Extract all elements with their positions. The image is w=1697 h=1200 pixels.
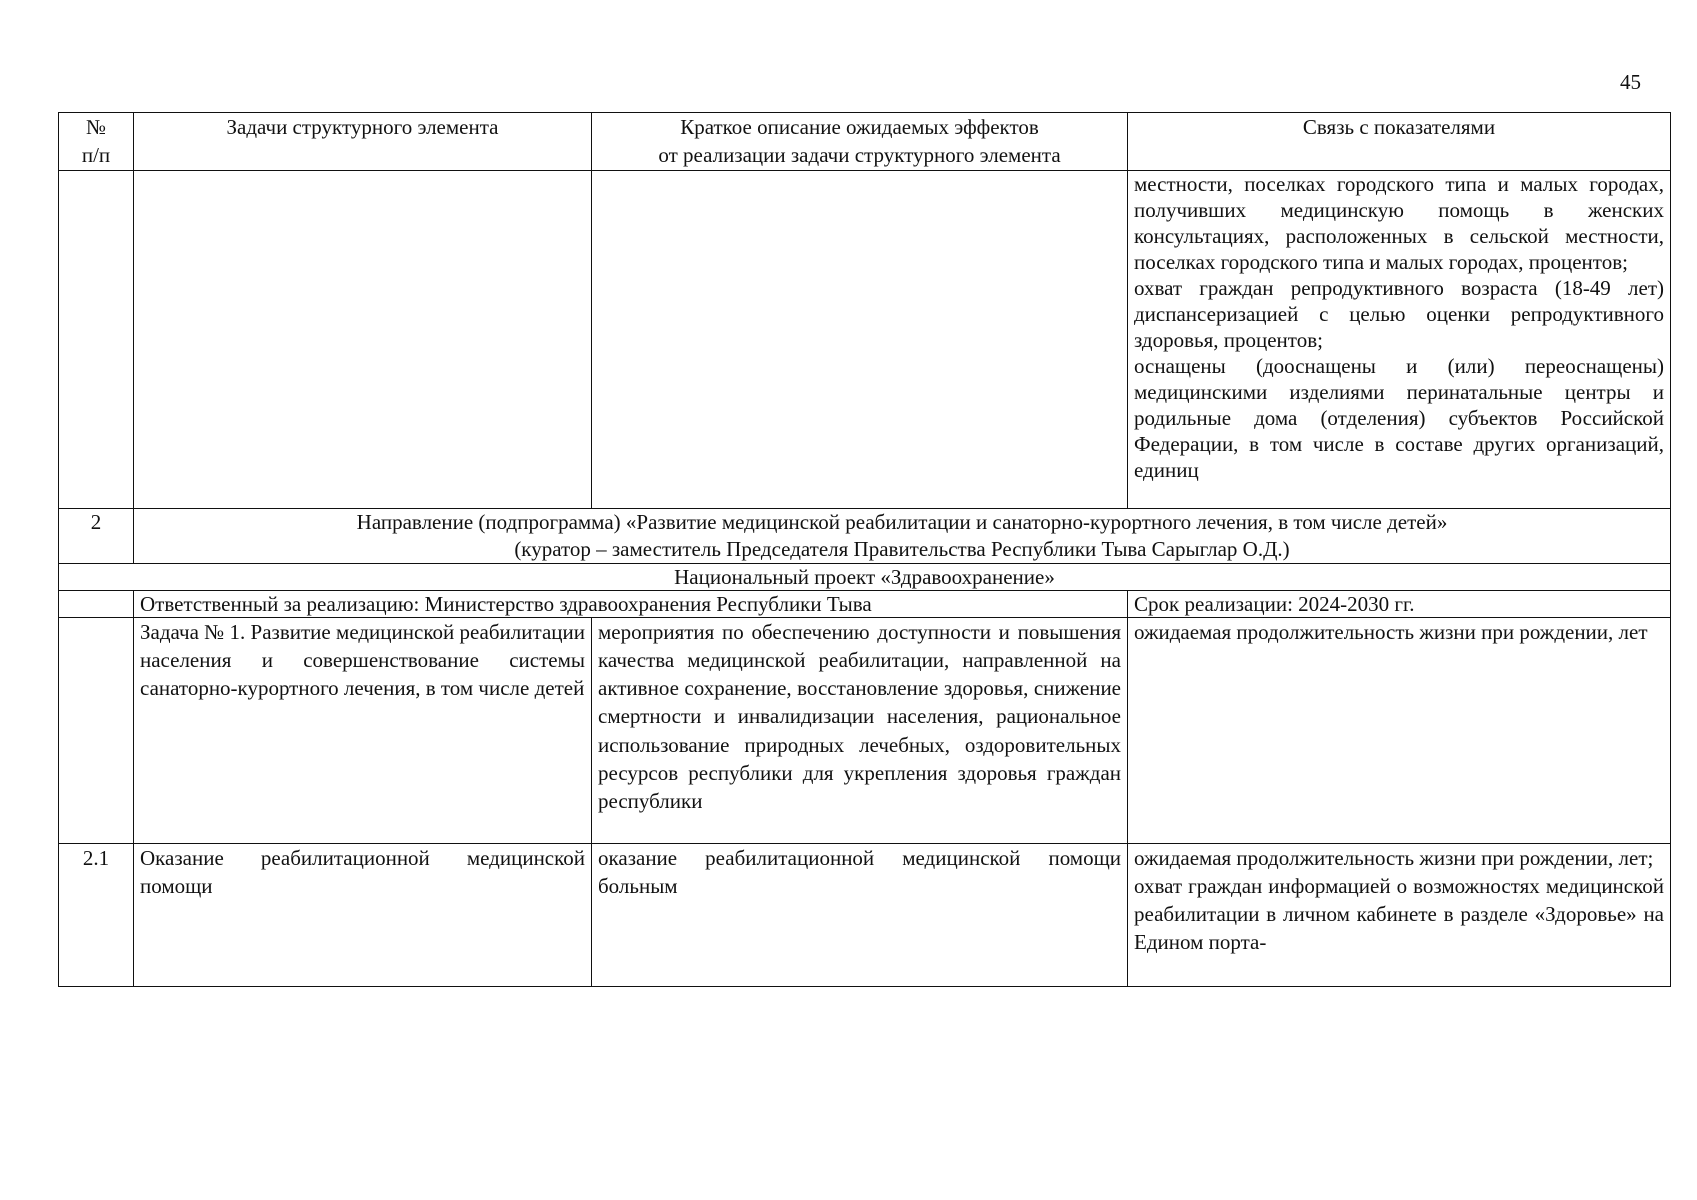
page-number: 45 — [1620, 70, 1641, 94]
task-indicator: ожидаемая продолжительность жизни при рождении, лет — [1128, 617, 1671, 843]
project-row — [59, 563, 1671, 590]
subtask-indicator: ожидаемая продолжительность жизни при рождении, лет; охват граждан информацией о возможностях медицинской реабилитации в личном кабинете в разделе «Здоровье» на Едином порта- — [1128, 843, 1671, 986]
section-row — [59, 508, 1671, 563]
responsible-term: Срок реализации: 2024-2030 гг. — [1128, 590, 1671, 617]
subtask-row — [59, 843, 1671, 986]
continuation-indicators: местности, поселках городского типа и малых городах, получивших медицинскую помощь в женских консультациях, расположенных в сельской местности, поселках городского типа и малых городах, процентов; охват граждан репродуктивного возраста (18-49 лет) диспансеризацией с целью оценки репродуктивного здоровья, процентов; оснащены (дооснащены и (или) переоснащены) медицинскими изделиями перинатальные центры и родильные дома (отделения) субъектов Российской Федерации, в том числе в составе других организаций, единиц — [1128, 170, 1671, 508]
section-title: Направление (подпрограмма) «Развитие медицинской реабилитации и санаторно-курортного лечения, в том числе детей» (куратор – заместитель Председателя Правительства Республики Тыва Сарыглар О.Д.) — [134, 508, 1671, 563]
responsible-number — [59, 590, 134, 617]
task-number — [59, 617, 134, 843]
continuation-row — [59, 170, 1671, 508]
header-row — [59, 113, 1671, 171]
responsible-text: Ответственный за реализацию: Министерство здравоохранения Республики Тыва — [134, 590, 1128, 617]
task-row — [59, 617, 1671, 843]
subtask-title: Оказание реабилитационной медицинской помощи — [134, 843, 592, 986]
header-indicators: Связь с показателями — [1128, 113, 1671, 171]
continuation-effect — [592, 170, 1128, 508]
task-title: Задача № 1. Развитие медицинской реабилитации населения и совершенствование системы санаторно-курортного лечения, в том числе детей — [134, 617, 592, 843]
header-number: № п/п — [59, 113, 134, 171]
project-title: Национальный проект «Здравоохранение» — [59, 563, 1671, 590]
header-effects: Краткое описание ожидаемых эффектов от реализации задачи структурного элемента — [592, 113, 1128, 171]
section-number: 2 — [59, 508, 134, 563]
document-table — [58, 112, 1671, 987]
task-effect: мероприятия по обеспечению доступности и повышения качества медицинской реабилитации, направленной на активное сохранение, восстановление здоровья, снижение смертности и инвалидизации населения, рациональное использование природных лечебных, оздоровительных ресурсов республики для укрепления здоровья граждан республики — [592, 617, 1128, 843]
continuation-number — [59, 170, 134, 508]
responsible-row — [59, 590, 1671, 617]
continuation-task — [134, 170, 592, 508]
subtask-number: 2.1 — [59, 843, 134, 986]
header-tasks: Задачи структурного элемента — [134, 113, 592, 171]
subtask-effect: оказание реабилитационной медицинской помощи больным — [592, 843, 1128, 986]
